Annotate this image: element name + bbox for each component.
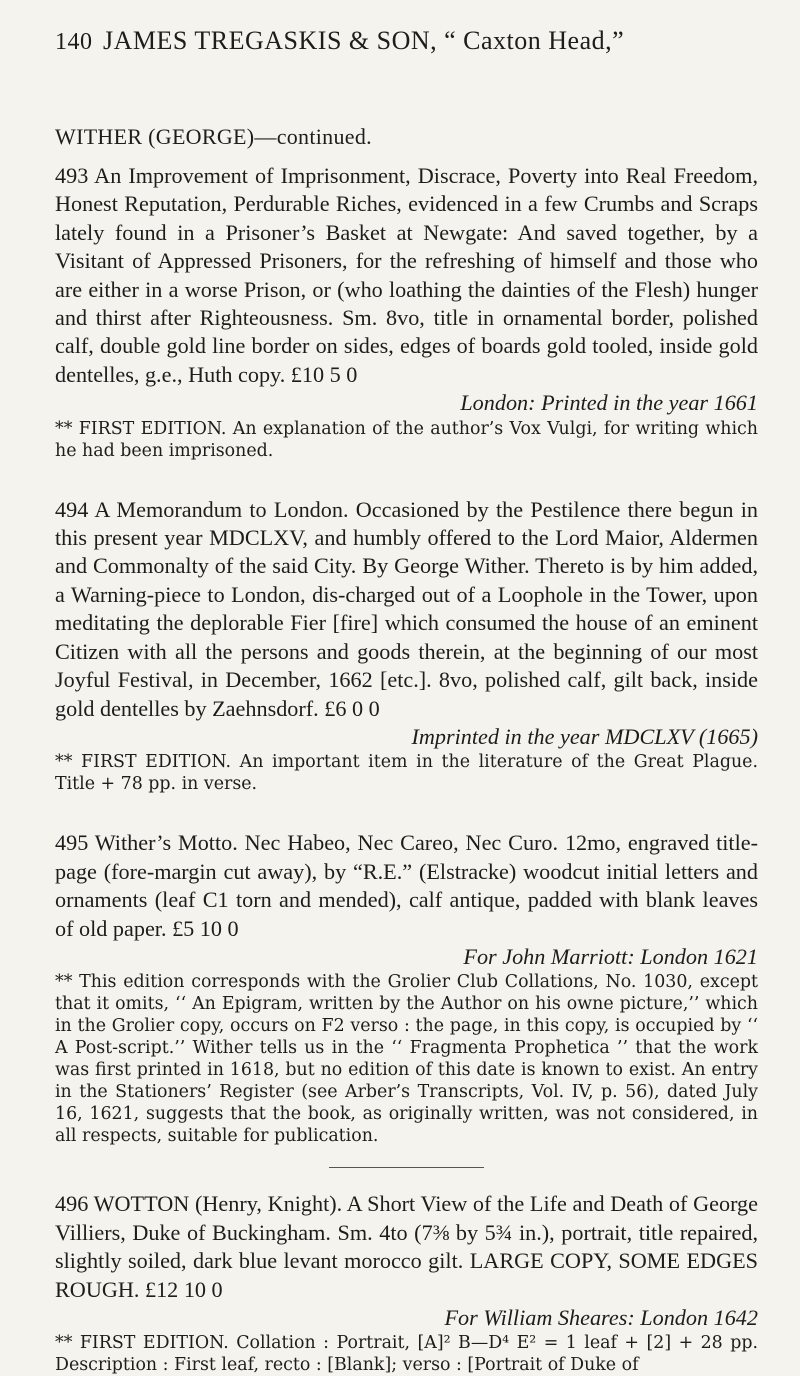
catalogue-entry <box>55 1190 758 1376</box>
running-head: JAMES TREGASKIS & SON, “ Caxton Head,” <box>103 26 625 55</box>
page-header <box>55 26 758 74</box>
entry-description: 494 A Memorandum to London. Occasioned by the Pestilence there begun in this present year MDCLXV, and humbly offered to the Lord Maior, Aldermen and Commonalty of the said City. By George Wither. Thereto is by him added, a Warning-piece to London, dis-charged out of a Loophole in the Tower, upon meditating the deplorable Fier [fire] which consumed the house of an eminent Citizen with all the persons and goods therein, at the beginning of our most Joyful Festival, in December, 1662 [etc.]. 8vo, polished calf, gilt back, inside gold dentelles by Zaehnsdorf. £6 0 0 <box>55 496 758 721</box>
entry-imprint: London: Printed in the year 1661 <box>460 390 758 416</box>
catalogue-entry <box>55 829 758 1147</box>
page-number: 140 <box>55 29 93 55</box>
entry-note: ** FIRST EDITION. An important item in the literature of the Great Plague. Title + 78 pp. in verse. <box>55 752 758 795</box>
entry-note: ** This edition corresponds with the Grolier Club Collations, No. 1030, except that it omits, ‘‘ An Epigram, written by the Author on his owne picture,’’ which in the Grolier copy, occurs on F2 verso : the page, in this copy, is occupied by ‘‘ A Post-script.’’ Wither tells us in the ‘‘ Fragmenta Prophetica ’’ that the work was first printed in 1618, but no edition of this date is known to exist. An entry in the Stationers’ Register (see Arber’s Transcripts, Vol. IV, p. 56), dated July 16, 1621, suggests that the book, as originally written, was not considered, in all respects, suitable for publication. <box>55 972 758 1147</box>
catalogue-entry <box>55 496 758 796</box>
entry-imprint: For William Sheares: London 1642 <box>444 1304 758 1330</box>
entry-imprint: Imprinted in the year MDCLXV (1665) <box>411 723 758 749</box>
continued-heading: WITHER (GEORGE)—continued. <box>55 124 372 149</box>
entry-imprint: For John Marriott: London 1621 <box>463 943 758 969</box>
entry-note: ** FIRST EDITION. Collation : Portrait, [A]² B—D⁴ E² = 1 leaf + [2] + 28 pp. Description : First leaf, recto : [Blank]; verso : [Portrait of Duke of <box>55 1333 758 1376</box>
catalogue-entry <box>55 162 758 462</box>
entry-description: 493 An Improvement of Imprisonment, Discrace, Poverty into Real Freedom, Honest Reputation, Perdurable Riches, evidenced in a few Crumbs and Scraps lately found in a Prisoner’s Basket at Newgate: And saved together, by a Visitant of Appressed Prisoners, for the refreshing of himself and those who are either in a worse Prison, or (who loathing the dainties of the Flesh) hunger and thirst after Righteousness. Sm. 8vo, title in ornamental border, polished calf, double gold line border on sides, edges of boards gold tooled, inside gold dentelles, g.e., Huth copy. £10 5 0 <box>55 163 758 387</box>
entry-note: ** FIRST EDITION. An explanation of the author’s Vox Vulgi, for writing which he had been imprisoned. <box>55 418 758 461</box>
section-divider <box>329 1167 484 1168</box>
entry-description: 495 Wither’s Motto. Nec Habeo, Nec Careo, Nec Curo. 12mo, engraved title-page (fore-margin cut away), by “R.E.” (Elstracke) woodcut initial letters and ornaments (leaf C1 torn and mended), calf antique, padded with blank leaves of old paper. £5 10 0 <box>55 830 758 941</box>
entry-description: 496 WOTTON (Henry, Knight). A Short View of the Life and Death of George Villiers, Duke of Buckingham. Sm. 4to (7⅜ by 5¾ in.), portrait, title repaired, slightly soiled, dark blue levant morocco gilt. LARGE COPY, SOME EDGES ROUGH. £12 10 0 <box>55 1191 758 1302</box>
